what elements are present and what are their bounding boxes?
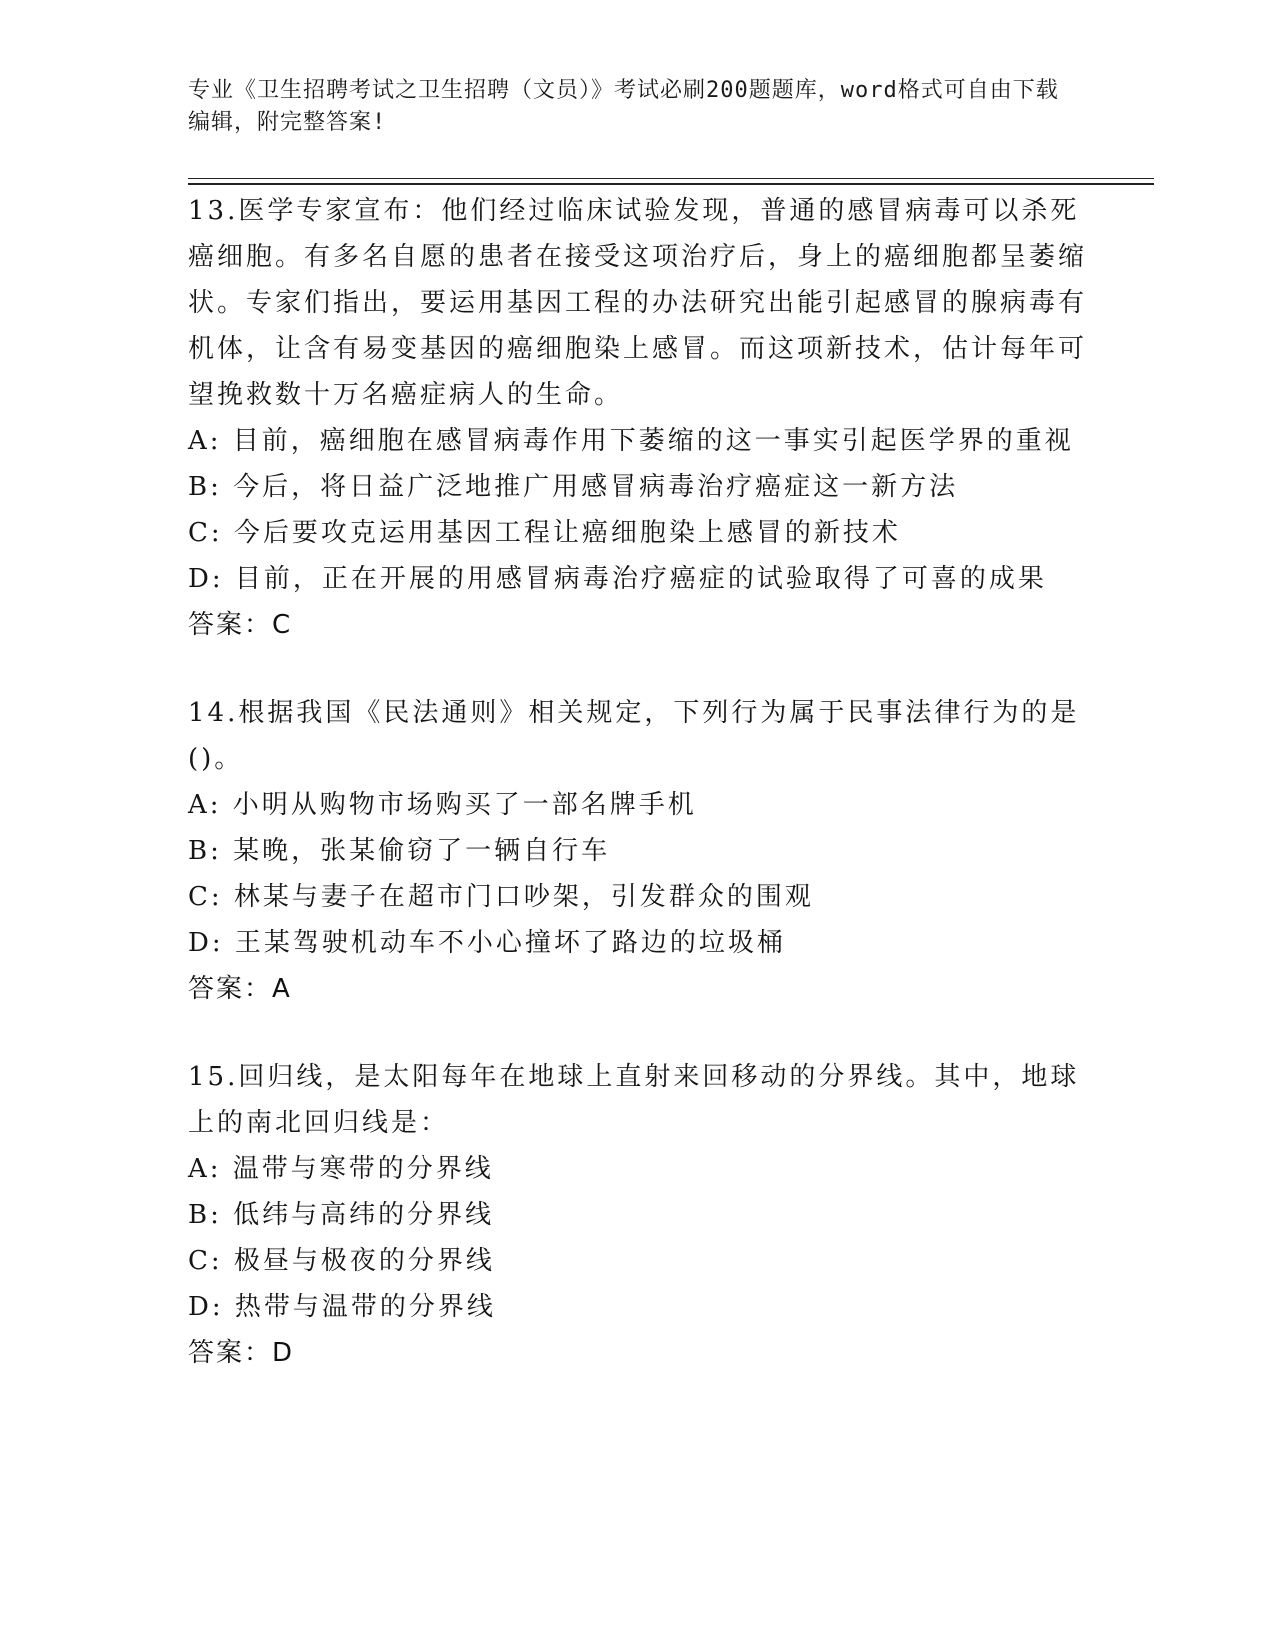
option-a: A: 温带与寒带的分界线: [188, 1154, 494, 1184]
question-item: [188, 690, 1088, 1012]
question-item: [188, 188, 1088, 648]
answer-line: 答案：A: [188, 974, 292, 1004]
option-b: B: 今后，将日益广泛地推广用感冒病毒治疗癌症这一新方法: [188, 472, 959, 502]
option-c: C: 林某与妻子在超市门口吵架，引发群众的围观: [188, 882, 814, 912]
header-divider-thick: [188, 183, 1154, 185]
question-list: [188, 188, 1088, 1418]
option-d: D: 王某驾驶机动车不小心撞坏了路边的垃圾桶: [188, 928, 786, 958]
option-b: B: 低纬与高纬的分界线: [188, 1200, 495, 1230]
option-d: D: 热带与温带的分界线: [188, 1292, 496, 1322]
question-item: [188, 1054, 1088, 1376]
option-c: C: 今后要攻克运用基因工程让癌细胞染上感冒的新技术: [188, 518, 901, 548]
option-a: A: 小明从购物市场购买了一部名牌手机: [188, 790, 697, 820]
option-b: B: 某晚，张某偷窃了一辆自行车: [188, 836, 611, 866]
answer-line: 答案：C: [188, 610, 293, 640]
answer-line: 答案：D: [188, 1338, 295, 1368]
question-stem: 15.回归线，是太阳每年在地球上直射来回移动的分界线。其中，地球上的南北回归线是：: [188, 1062, 1080, 1138]
header-divider: [188, 178, 1154, 179]
question-stem: 13.医学专家宣布：他们经过临床试验发现，普通的感冒病毒可以杀死癌细胞。有多名自愿的患者在接受这项治疗后，身上的癌细胞都呈萎缩状。专家们指出，要运用基因工程的办法研究出能引起感冒的腺病毒有机体，让含有易变基因的癌细胞染上感冒。而这项新技术，估计每年可望挽救数十万名癌症病人的生命。: [188, 196, 1088, 410]
question-stem: 14.根据我国《民法通则》相关规定，下列行为属于民事法律行为的是()。: [188, 698, 1080, 774]
option-c: C: 极昼与极夜的分界线: [188, 1246, 495, 1276]
option-a: A: 目前，癌细胞在感冒病毒作用下萎缩的这一事实引起医学界的重视: [188, 426, 1074, 456]
option-d: D: 目前，正在开展的用感冒病毒治疗癌症的试验取得了可喜的成果: [188, 564, 1047, 594]
page-header: 专业《卫生招聘考试之卫生招聘（文员）》考试必刷200题题库，word格式可自由下载编辑，附完整答案!: [188, 78, 1059, 135]
